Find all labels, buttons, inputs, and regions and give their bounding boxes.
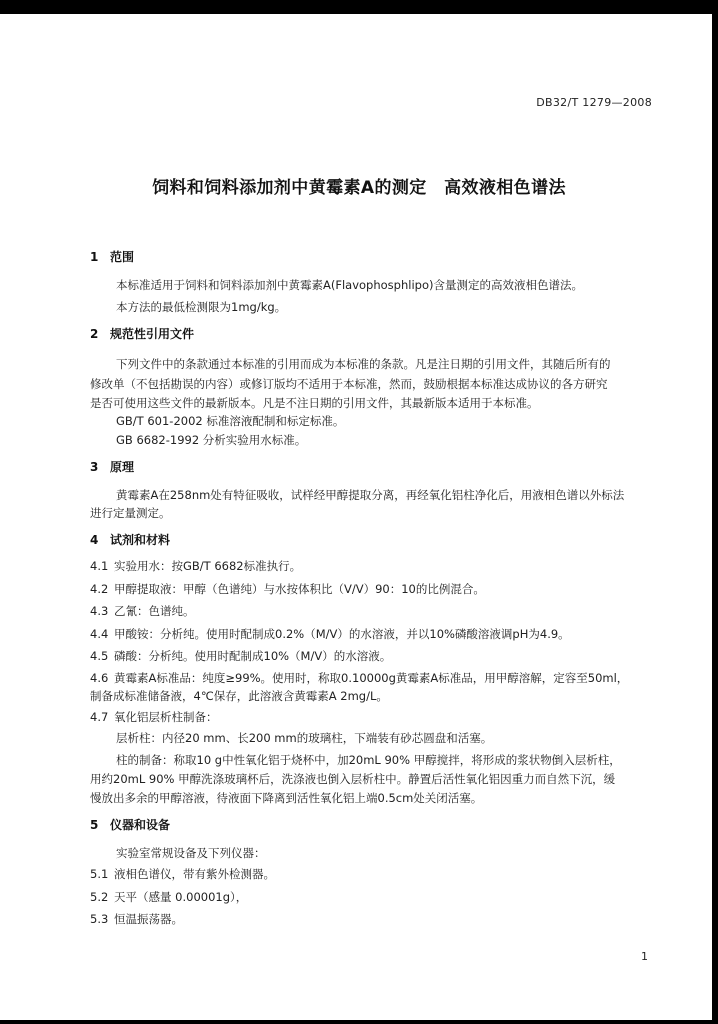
- list-item: [90, 911, 183, 927]
- paragraph-line: 黄霉素A在258nm处有特征吸收，试样经甲醇提取分离，再经氧化铝柱净化后，用液相色谱以外标法: [116, 488, 625, 502]
- section-number: 1: [90, 250, 99, 264]
- page-number: 1: [641, 950, 648, 963]
- document-title: 饲料和饲料添加剂中黄霉素A的测定 高效液相色谱法: [152, 178, 566, 198]
- item-text: 氧化铝层析柱制备：: [114, 710, 218, 724]
- section-title: 仪器和设备: [110, 818, 171, 832]
- list-item: [90, 558, 301, 574]
- item-number: 4.3: [90, 604, 109, 618]
- section-4-heading: [90, 532, 170, 548]
- item-number: 4.5: [90, 649, 109, 663]
- item-text: 天平（感量 0.00001g），: [114, 890, 248, 904]
- item-text: 恒温振荡器。: [114, 912, 183, 926]
- scan-border-right: [712, 0, 718, 1024]
- item-number: 4.1: [90, 559, 109, 573]
- section-title: 原理: [110, 460, 135, 474]
- item-text: 黄霉素A标准品：纯度≥99%。使用时，称取0.10000g黄霉素A标准品，用甲醇溶解，定容至50ml，: [114, 671, 629, 685]
- paragraph-line: 本方法的最低检测限为1mg/kg。: [116, 300, 287, 314]
- item-text: 磷酸：分析纯。使用时配制成10%（M/V）的水溶液。: [114, 649, 392, 663]
- list-item: [90, 670, 628, 686]
- paragraph-line: 制备成标准储备液，4℃保存，此溶液含黄霉素A 2mg/L。: [90, 689, 388, 703]
- list-item: [90, 709, 218, 725]
- paragraph-line: 柱的制备：称取10 g中性氧化铝于烧杯中，加20mL 90% 甲醇搅拌，将形成的浆状物倒入层析柱，: [116, 753, 621, 767]
- reference-item: GB/T 601-2002 标准溶液配制和标定标准。: [116, 414, 345, 428]
- standard-code: DB32/T 1279—2008: [536, 96, 652, 109]
- section-number: 2: [90, 327, 99, 341]
- item-number: 5.1: [90, 867, 109, 881]
- section-number: 5: [90, 818, 99, 832]
- paragraph-line: 实验室常规设备及下列仪器：: [116, 846, 266, 860]
- paragraph-line: 慢放出多余的甲醇溶液，待液面下降离到活性氧化铝上端0.5cm处关闭活塞。: [90, 791, 483, 805]
- paragraph-line: 本标准适用于饲料和饲料添加剂中黄霉素A(Flavophosphlipo)含量测定的高效液相色谱法。: [116, 278, 583, 292]
- section-5-heading: [90, 817, 170, 833]
- scan-border-bottom: [0, 1020, 718, 1024]
- paragraph-line: 是否可使用这些文件的最新版本。凡是不注日期的引用文件，其最新版本适用于本标准。: [90, 396, 539, 410]
- item-text: 实验用水：按GB/T 6682标准执行。: [114, 559, 302, 573]
- paragraph-line: 修改单（不包括勘误的内容）或修订版均不适用于本标准，然而，鼓励根据本标准达成协议的各方研究: [90, 377, 608, 391]
- reference-item: GB 6682-1992 分析实验用水标准。: [116, 433, 307, 447]
- list-item: [90, 626, 570, 642]
- list-item: [90, 866, 275, 882]
- item-text: 液相色谱仪，带有紫外检测器。: [114, 867, 275, 881]
- item-text: 乙氰：色谱纯。: [114, 604, 195, 618]
- item-number: 4.2: [90, 582, 109, 596]
- section-title: 试剂和材料: [110, 533, 171, 547]
- item-number: 4.7: [90, 710, 109, 724]
- section-1-heading: [90, 249, 134, 265]
- section-title: 规范性引用文件: [110, 327, 195, 341]
- list-item: [90, 889, 247, 905]
- list-item: [90, 603, 195, 619]
- section-2-heading: [90, 326, 194, 342]
- section-3-heading: [90, 459, 134, 475]
- section-number: 4: [90, 533, 99, 547]
- item-text: 甲醇提取液：甲醇（色谱纯）与水按体积比（V/V）90：10的比例混合。: [114, 582, 485, 596]
- paragraph-line: 用约20mL 90% 甲醇洗涤玻璃杯后，洗涤液也倒入层析柱中。静置后活性氧化铝因重力而自然下沉，缓: [90, 772, 616, 786]
- list-item: [90, 648, 391, 664]
- item-text: 甲酸铵：分析纯。使用时配制成0.2%（M/V）的水溶液，并以10%磷酸溶液调pH为4.9。: [114, 627, 570, 641]
- list-item: [90, 581, 485, 597]
- item-number: 5.3: [90, 912, 109, 926]
- section-number: 3: [90, 460, 99, 474]
- paragraph-line: 下列文件中的条款通过本标准的引用而成为本标准的条款。凡是注日期的引用文件，其随后所有的: [116, 357, 611, 371]
- item-number: 5.2: [90, 890, 109, 904]
- item-number: 4.6: [90, 671, 109, 685]
- section-title: 范围: [110, 250, 135, 264]
- paragraph-line: 进行定量测定。: [90, 506, 171, 520]
- item-number: 4.4: [90, 627, 109, 641]
- scan-border-top: [0, 0, 718, 14]
- paragraph-line: 层析柱：内径20 mm、长200 mm的玻璃柱，下端装有砂芯圆盘和活塞。: [116, 731, 493, 745]
